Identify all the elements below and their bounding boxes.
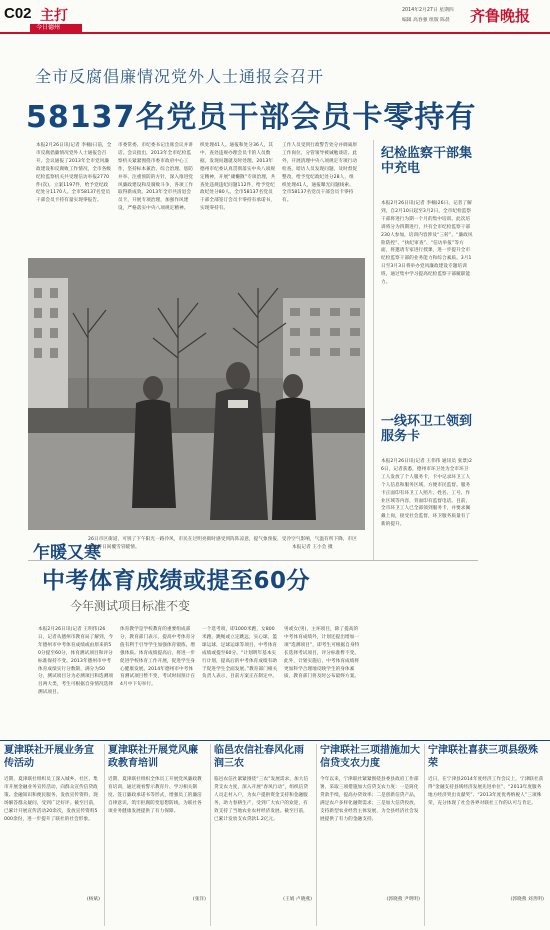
brief-1 (4, 744, 100, 926)
brief-3-title: 临邑农信社春风化雨润三农 (214, 745, 304, 769)
sidebar-divider (373, 140, 374, 560)
brief-1-text: 近期，夏津联社组织员工深入城乡、社区、集市开展金融业务宣传活动，向群众宣传信贷政策、金融知识和便民服务，发放宣传资料，现场解答群众疑问，受到广泛好评。截至目前，已累计开展宣传活动20余次，发放宣传资料5000余份，进一步提升了联社的社会形象。 (4, 777, 98, 822)
lead-column-1: 本报2月26日讯(记者 李楠)日前，全市反腐倡廉情况党外人士通报会召开。会议通报了2013年全市党风廉政建设和反腐败工作情况，全市各级纪检监察机关共受理信访举报2770件(次)，立案1197件，给予党纪政纪处分1170人。全市58137名党员干部会员卡持有量实现零报告。 (36, 143, 112, 204)
date-line: 2014年2月27日 星期四 (402, 8, 454, 13)
brief-5 (428, 744, 544, 926)
brief-4 (320, 744, 420, 926)
lead-column-4: 工作人员受到行政警告处分并调离原工作岗位，分管领导被诫勉谈话。此外，开展清理中央八项规定专项行动检查，暗访人员发现问题，及时督促整改，给予党纪政纪处分28人，组织处理41人，通报曝光问题线索。全市58137名党员干部会员卡零持有。 (282, 143, 358, 204)
brief-5-text: 近日，在宁津县2014年度经济工作会议上，宁津联社获得“金融支持县域经济发展先进单位”、“2013年度服务地方经济突出贡献奖”、“2013年度优秀纳税人”三项殊荣，充分体现了社会各界对联社工作的认可与肯定。 (428, 777, 544, 806)
brief-4-credit: (郭晓燕 尹明明) (386, 897, 420, 902)
exam-column-2: 体育教学是学校教育的重要组成部分，教育部门表示，提高中考体育分值有利于引导学生加强体育锻炼，增强体质。体育成绩提高后，将进一步促进学校体育工作开展，促进学生身心健康发展。2014年德州市中考体育测试项目暂不变，考试时间预计在4月中下旬举行。 (120, 627, 196, 688)
exam-column-3: 一个选考项，即1000米跑，女800米跑，跳绳或立定跳远，实心球，篮球运球，足球运球等项目，中考体育成绩或提至60分。“计划明年基本实行计划，提高后的中考体育成绩有助于促进学生全面发展。”教育部门相关负责人表示，目前方案正在制定中。 (202, 627, 278, 680)
brief-5-title: 宁津联社喜获三项县级殊荣 (428, 745, 538, 769)
brief-2 (108, 744, 206, 926)
sidebar1-text: 本报2月26日讯(记者 李楠)26日，记者了解到，自2月10日起至3月2日，全市纪检监察干部将进行为期一个月的集中培训。此次培训将分为四期进行，共有全市纪检监察干部230人参加，培训内容涉及“三转”、“廉政风险防控”、“执纪审查”、“信访举报”等方面，将邀请专家进行授课，进一步提升全市纪检监察干部的业务能力和综合素质。3月1日至3月3日将举办党风廉政建设专题培训班，通过集中学习提高纪检监察干部履职能力。 (381, 201, 473, 286)
brief-4-text: 今年以来，宁津联社紧紧围绕县委县政府工作部署，采取三项措施加大信贷支农力度：一是简化贷款手续，提高办贷效率；二是创新信贷产品，满足农户多样化融资需求；三是加大信贷投放，支持新型农业经营主体发展，为全县经济社会发展提供了有力的金融支持。 (320, 777, 419, 822)
subsection-label: 今日德州 (36, 24, 61, 31)
brief-divider-3 (316, 744, 317, 926)
brief-divider-2 (210, 744, 211, 926)
brief-2-text: 近期，夏津联社组织全体员工开展党风廉政教育培训，通过观看警示教育片、学习相关制度、签订廉政承诺书等形式，增强员工的廉洁自律意识，筑牢拒腐防变思想防线，为联社各项业务健康发展提供了有力保障。 (108, 777, 202, 814)
photo-caption: 26日市区街道，可别了下午阳光一路冷风，市民在过明亮街时感受到阵阵凉意，提气象预报，受冷空气影响，气温有所下降，市区将维持日间覆雪冒暖情。 (88, 537, 357, 550)
brief-2-credit: (张洋) (192, 897, 206, 902)
editors-line: 编辑 高春强 组版 陈晨 (402, 18, 450, 23)
exam-column-4: 男或女(男)，主坏项目，除了提高的中考体育成绩外，计划还提出增加一项“选测项目”，即考生可根据自身特长选择考试项目，评分标准暂不变。此外，计划实施后，中考体育成绩将更加科学合理地反映学生的身体素质，教育部门将及时公布最终方案。 (284, 627, 360, 680)
section-tag: 主打 (40, 8, 68, 24)
exam-column-5 (366, 626, 458, 736)
brief-1-credit: (杨斌) (86, 897, 100, 902)
page-header (0, 0, 550, 30)
lead-kicker: 全市反腐倡廉情况党外人士通报会召开 (35, 67, 325, 86)
brief-1-title: 夏津联社开展业务宣传活动 (4, 745, 94, 769)
brief-3-text: 临邑农信社紧紧围绕“三农”发展需求，加大信贷支农力度，深入开展“春风行动”，组织信贷人员走村入户，为农户提供资金支持和金融服务，助力春耕生产，受到广大农户的欢迎，有效支持了当地农业农村经济发展。截至目前，已累计发放支农贷款1.2亿元。 (214, 777, 309, 822)
brief-3-credit: (王娟 卢晓燕) (283, 897, 312, 902)
lead-headline: 58137名党员干部会员卡零持有 (26, 100, 477, 135)
brief-5-credit: (郭晓燕 刘善明) (510, 897, 544, 902)
sidebar2-text: 本报2月26日讯(记者 王伟伟 通讯员 张景)26日，记者获悉，德州市环卫处为全市环卫工人发放了个人服务卡，卡中记录环卫工人个人信息和服务区域，方便市民监督。服务卡正面印有环卫工人照片、姓名、工号、作业区域等内容，背面印有监督电话。目前，全市环卫工人已全部领到服务卡，并要求佩戴上岗，接受社会监督，环卫服务质量有了新的提升。 (381, 459, 472, 528)
lead-column-2: 市委常委、市纪委书记出席会议并讲话。会议指出，2013年全市纪检监察机关紧紧围绕市委市政府中心工作，坚持标本兼治、综合治理、惩防并举、注重预防的方针，深入推进党风廉政建设和反腐败斗争，各项工作取得新成效。2013年全市共清退会员卡，开展专项治理，加强作风建设，严格落实中央八项规定精神。 (118, 143, 194, 212)
brief-divider-1 (104, 744, 105, 926)
sidebar2-title: 一线环卫工领到服务卡 (381, 414, 473, 444)
exam-subhead: 今年测试项目标准不变 (70, 599, 191, 613)
lead-column-3: 织处理41人。通报和处分36人，其中，查处违规办理会员卡的人员数据，发现问题就及时处理。2013年德州市纪委认真贯彻落实中央八项规定精神，开展“庸懒散”专项治理，共查处违规违纪问题112件，给予党纪政纪处分80人。全市58137名党员干部全部签订会员卡零持有承诺书，实现零持有。 (200, 143, 276, 212)
paper-logo: 齐鲁晚报 (470, 7, 531, 25)
exam-headline: 中考体育成绩或提至60分 (42, 568, 311, 594)
photo-credit: 本报记者 王小会 摄 (292, 545, 333, 550)
brief-2-title: 夏津联社开展党风廉政教育培训 (108, 745, 198, 769)
exam-column-1: 本报2月26日讯(记者 王明伟)26日，记者从德州市教育局了解到，今年德州市中考体育成绩或由原来的50分提至60分，体育测试项目和评分标准保持不变。2013年德州市中考体育成绩实行分数制，满分为50分，测试项目分为必测项目和选测项目两大类，考生可根据自身情况选择测试项目。 (38, 627, 114, 696)
brief-4-title: 宁津联社三项措施加大信贷支农力度 (320, 745, 420, 769)
brief-3 (214, 744, 312, 926)
header-rule (0, 32, 550, 34)
brief-divider-4 (424, 744, 425, 926)
sidebar1-title: 纪检监察干部集中充电 (381, 146, 473, 176)
photo-title: 乍暖又寒 (33, 543, 101, 563)
page-code: C02 (4, 5, 32, 22)
news-photo (28, 258, 365, 530)
bottom-top-rule (0, 740, 550, 741)
exam-top-rule (28, 560, 478, 561)
